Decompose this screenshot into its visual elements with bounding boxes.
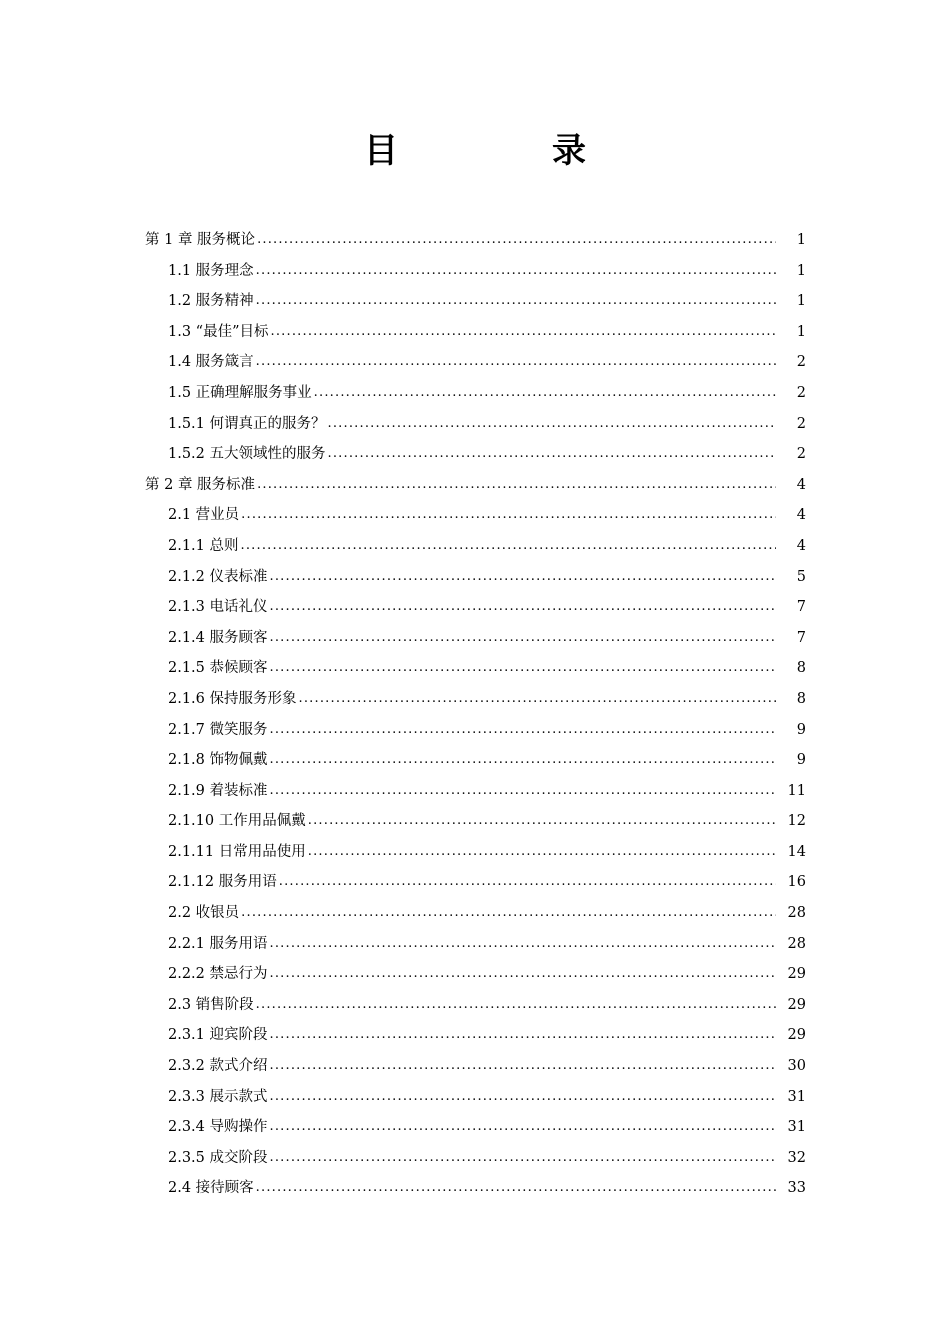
toc-page-number: 29	[787, 1027, 806, 1044]
toc-entry[interactable]	[0, 990, 950, 1021]
toc-page-number: 2	[796, 384, 806, 401]
toc-dot-leader	[270, 1051, 776, 1082]
toc-entry[interactable]	[0, 715, 950, 746]
toc-page-number: 8	[796, 690, 806, 707]
toc-dot-leader	[270, 1143, 776, 1174]
toc-page-number: 30	[787, 1058, 806, 1075]
toc-dot-leader	[270, 776, 776, 807]
toc-entry[interactable]	[0, 1143, 950, 1174]
toc-entry[interactable]	[0, 1112, 950, 1143]
toc-dot-leader	[279, 867, 776, 898]
toc-entry-title: 2.4 接待顾客	[168, 1180, 254, 1197]
toc-page-number: 4	[796, 507, 806, 524]
toc-entry-title: 2.1.1 总则	[168, 537, 239, 554]
toc-entry-title: 2.1 营业员	[168, 507, 240, 524]
toc-entry[interactable]	[0, 500, 950, 531]
toc-entry-title: 2.3.3 展示款式	[168, 1088, 268, 1105]
toc-entry-title: 1.1 服务理念	[168, 262, 254, 279]
toc-page-number: 2	[796, 446, 806, 463]
toc-entry-title: 2.1.8 饰物佩戴	[168, 752, 268, 769]
toc-dot-leader	[241, 898, 776, 929]
toc-entry-title: 1.2 服务精神	[168, 293, 254, 310]
toc-dot-leader	[256, 256, 776, 287]
toc-page-number: 12	[787, 813, 806, 830]
toc-dot-leader	[270, 715, 776, 746]
toc-dot-leader	[270, 1112, 776, 1143]
toc-page-number: 1	[796, 262, 806, 279]
toc-page-number: 28	[787, 905, 806, 922]
toc-entry[interactable]	[0, 623, 950, 654]
toc-entry[interactable]	[0, 806, 950, 837]
page-title: 目 录	[364, 131, 646, 171]
table-of-contents	[0, 225, 950, 1204]
toc-page-number: 1	[796, 323, 806, 340]
toc-entry[interactable]	[0, 929, 950, 960]
toc-entry-title: 2.1.7 微笑服务	[168, 721, 268, 738]
toc-page-number: 4	[796, 476, 806, 493]
toc-dot-leader	[299, 684, 776, 715]
toc-entry[interactable]	[0, 531, 950, 562]
toc-dot-leader	[270, 959, 776, 990]
toc-dot-leader	[256, 990, 776, 1021]
toc-entry[interactable]	[0, 592, 950, 623]
toc-entry[interactable]	[0, 470, 950, 501]
toc-dot-leader	[308, 806, 776, 837]
toc-entry[interactable]	[0, 256, 950, 287]
toc-entry[interactable]	[0, 378, 950, 409]
toc-dot-leader	[328, 409, 776, 440]
toc-page-number: 9	[796, 721, 806, 738]
toc-entry[interactable]	[0, 745, 950, 776]
toc-page-number: 31	[787, 1088, 806, 1105]
toc-entry-title: 2.1.9 着装标准	[168, 782, 268, 799]
toc-dot-leader	[257, 470, 776, 501]
toc-page-number: 2	[796, 354, 806, 371]
toc-entry[interactable]	[0, 898, 950, 929]
toc-dot-leader	[256, 1173, 776, 1204]
toc-entry[interactable]	[0, 1051, 950, 1082]
toc-page-number: 14	[787, 843, 806, 860]
toc-entry-title: 2.1.4 服务顾客	[168, 629, 268, 646]
toc-entry-title: 2.1.12 服务用语	[168, 874, 277, 891]
toc-dot-leader	[308, 837, 776, 868]
toc-entry[interactable]	[0, 684, 950, 715]
toc-entry-title: 2.3 销售阶段	[168, 996, 254, 1013]
toc-dot-leader	[270, 562, 776, 593]
toc-page-number: 1	[796, 232, 806, 248]
toc-entry-title: 2.1.5 恭候顾客	[168, 660, 268, 677]
toc-entry[interactable]	[0, 439, 950, 470]
toc-entry[interactable]	[0, 867, 950, 898]
toc-page-number: 11	[787, 782, 806, 799]
toc-entry-title: 1.5.2 五大领域性的服务	[168, 446, 326, 463]
toc-dot-leader	[270, 1082, 776, 1113]
toc-dot-leader	[271, 317, 777, 348]
toc-entry-title: 2.2.1 服务用语	[168, 935, 268, 952]
toc-entry[interactable]	[0, 317, 950, 348]
toc-entry-title: 2.1.11 日常用品使用	[168, 843, 306, 860]
toc-dot-leader	[270, 1020, 776, 1051]
toc-entry[interactable]	[0, 837, 950, 868]
toc-page-number: 33	[787, 1180, 806, 1197]
toc-page-number: 4	[796, 537, 806, 554]
toc-page-number: 29	[787, 966, 806, 983]
toc-dot-leader	[256, 286, 776, 317]
toc-entry-title: 2.3.5 成交阶段	[168, 1149, 268, 1166]
toc-entry[interactable]	[0, 347, 950, 378]
toc-dot-leader	[314, 378, 776, 409]
toc-dot-leader	[270, 929, 776, 960]
toc-entry[interactable]	[0, 286, 950, 317]
toc-entry-title: 2.1.6 保持服务形象	[168, 690, 297, 707]
toc-entry-title: 2.2 收银员	[168, 905, 240, 922]
toc-entry-title: 2.3.1 迎宾阶段	[168, 1027, 268, 1044]
toc-entry-title: 1.3 “最佳”目标	[168, 323, 269, 340]
toc-page-number: 1	[796, 293, 806, 310]
toc-entry[interactable]	[0, 409, 950, 440]
toc-page-number: 31	[787, 1119, 806, 1136]
toc-page-number: 7	[796, 629, 806, 646]
toc-dot-leader	[270, 623, 776, 654]
toc-entry-title: 第 2 章 服务标准	[145, 476, 256, 493]
toc-entry[interactable]	[0, 959, 950, 990]
toc-entry-title: 2.2.2 禁忌行为	[168, 966, 268, 983]
toc-page-number: 9	[796, 752, 806, 769]
toc-dot-leader	[270, 745, 776, 776]
toc-dot-leader	[257, 225, 776, 256]
toc-dot-leader	[270, 592, 776, 623]
toc-entry[interactable]	[0, 1020, 950, 1051]
toc-page-number: 8	[796, 660, 806, 677]
toc-entry[interactable]	[0, 776, 950, 807]
toc-page-number: 7	[796, 599, 806, 616]
toc-dot-leader	[256, 347, 776, 378]
toc-entry-title: 2.3.2 款式介绍	[168, 1058, 268, 1075]
toc-page-number: 32	[787, 1149, 806, 1166]
toc-entry-title: 1.5 正确理解服务事业	[168, 384, 312, 401]
toc-entry-title: 1.4 服务箴言	[168, 354, 254, 371]
toc-entry[interactable]	[0, 1082, 950, 1113]
toc-entry[interactable]	[0, 653, 950, 684]
toc-entry-title: 1.5.1 何谓真正的服务？	[168, 415, 326, 432]
toc-entry[interactable]	[0, 562, 950, 593]
toc-entry-title: 2.3.4 导购操作	[168, 1119, 268, 1136]
toc-entry[interactable]	[0, 1173, 950, 1204]
toc-page-number: 2	[796, 415, 806, 432]
toc-dot-leader	[241, 531, 776, 562]
toc-entry-title: 第 1 章 服务概论	[145, 232, 256, 248]
toc-entry-title: 2.1.10 工作用品佩戴	[168, 813, 306, 830]
toc-entry-title: 2.1.2 仪表标准	[168, 568, 268, 585]
toc-page-number: 28	[787, 935, 806, 952]
toc-dot-leader	[328, 439, 776, 470]
toc-page-number: 16	[787, 874, 806, 891]
toc-page-number: 29	[787, 996, 806, 1013]
toc-dot-leader	[270, 653, 776, 684]
toc-dot-leader	[241, 500, 776, 531]
toc-entry-title: 2.1.3 电话礼仪	[168, 599, 268, 616]
toc-entry[interactable]	[0, 225, 950, 256]
toc-page-number: 5	[796, 568, 806, 585]
